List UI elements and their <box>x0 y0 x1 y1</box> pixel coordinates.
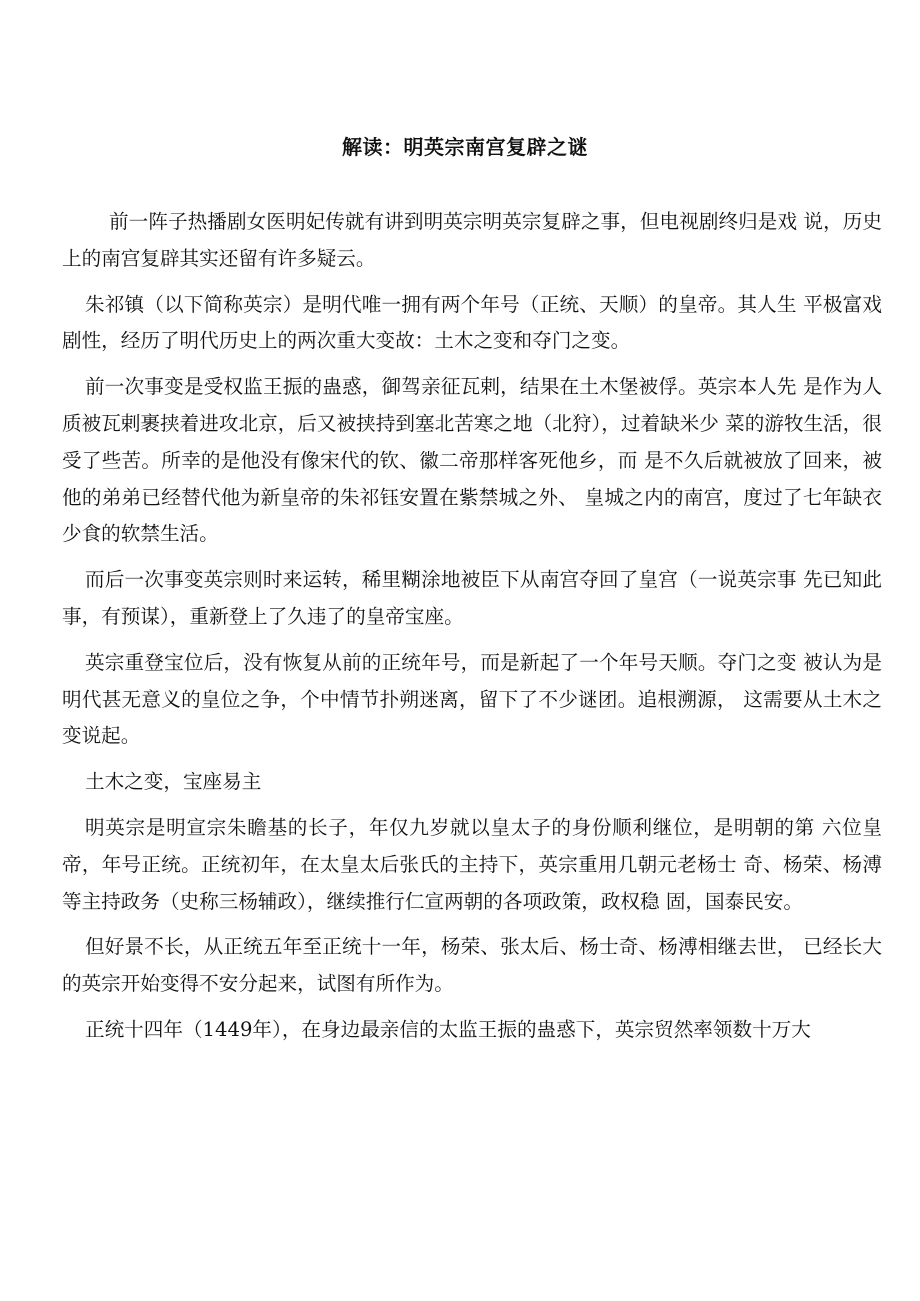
paragraph-5: 英宗重登宝位后，没有恢复从前的正统年号，而是新起了一个年号天顺。夺门之变 被认为是明代甚无意义的皇位之争，个中情节扑朔迷离，留下了不少谜团。追根溯源， 这需要从土木之变说起。 <box>62 650 882 748</box>
paragraph-1: 前一阵子热播剧女医明妃传就有讲到明英宗明英宗复辟之事，但电视剧终归是戏 说，历史上的南宫复辟其实还留有许多疑云。 <box>62 210 882 270</box>
paragraph-3: 前一次事变是受权监王振的蛊惑，御驾亲征瓦剌，结果在土木堡被俘。英宗本人先 是作为人质被瓦剌裹挟着进攻北京，后又被挟持到塞北苦寒之地（北狩），过着缺米少 菜的游牧生活，很受了些苦。所幸的是他没有像宋代的钦、徽二帝那样客死他乡，而 是不久后就被放了回来，被他的弟弟已经替代他为新皇帝的朱祁钰安置在紫禁城之外、 皇城之内的南宫，度过了七年缺衣少食的软禁生活。 <box>62 375 882 546</box>
paragraph-6: 明英宗是明宣宗朱瞻基的长子，年仅九岁就以皇太子的身份顺利继位，是明朝的第 六位皇帝，年号正统。正统初年，在太皇太后张氏的主持下，英宗重用几朝元老杨士 奇、杨荣、杨溥等主持政务（史称三杨辅政），继续推行仁宣两朝的各项政策，政权稳 固，国泰民安。 <box>62 815 882 913</box>
paragraph-4: 而后一次事变英宗则时来运转，稀里糊涂地被臣下从南宫夺回了皇宫（一说英宗事 先已知此事，有预谋），重新登上了久违了的皇帝宝座。 <box>62 568 882 628</box>
document-title: 解读：明英宗南宫复辟之谜 <box>342 135 588 159</box>
paragraph-8: 正统十四年（1449年），在身边最亲信的太监王振的蛊惑下，英宗贸然率领数十万大 <box>85 1017 811 1041</box>
document-body <box>62 204 882 1058</box>
paragraph-7: 但好景不长，从正统五年至正统十一年，杨荣、张太后、杨士奇、杨溥相继去世， 已经长大的英宗开始变得不安分起来，试图有所作为。 <box>62 935 882 996</box>
paragraph-2: 朱祁镇（以下简称英宗）是明代唯一拥有两个年号（正统、天顺）的皇帝。其人生 平极富戏剧性，经历了明代历史上的两次重大变故：土木之变和夺门之变。 <box>62 292 882 353</box>
section-heading: 土木之变，宝座易主 <box>85 770 262 794</box>
